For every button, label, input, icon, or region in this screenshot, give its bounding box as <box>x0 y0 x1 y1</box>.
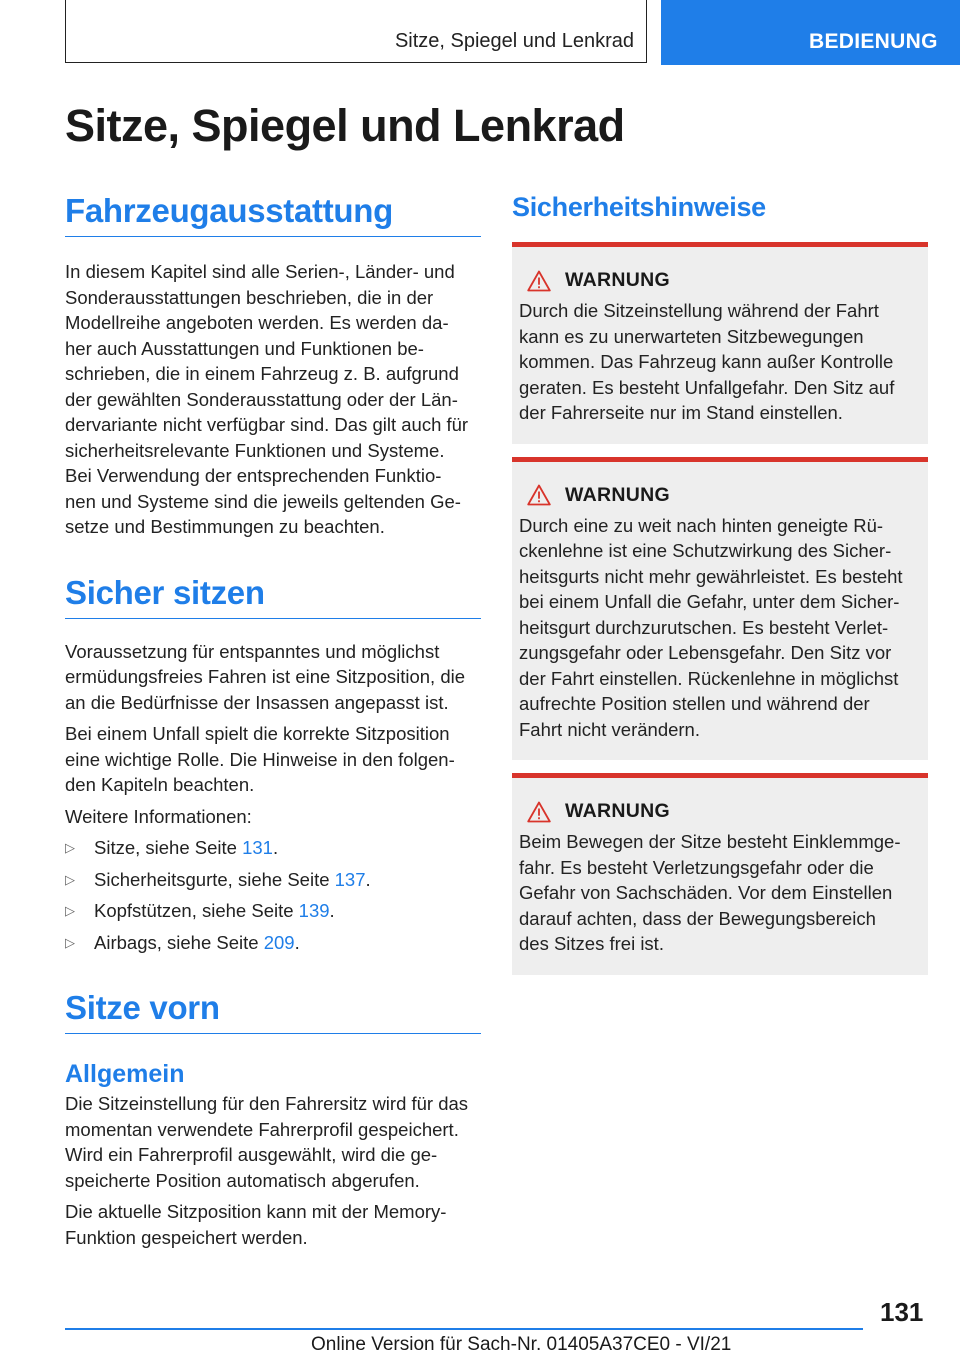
warning-triangle-icon <box>527 270 551 292</box>
right-column <box>512 192 928 975</box>
para-sitze-vorn-2: Die aktuelle Sitzposition kann mit der Memory- Funktion gespeichert werden. <box>65 1201 447 1248</box>
warning-triangle-icon <box>527 801 551 823</box>
page-title: Sitze, Spiegel und Lenkrad <box>65 100 625 151</box>
warning-triangle-icon <box>527 484 551 506</box>
footer-version-text: Online Version für Sach-Nr. 01405A37CE0 - VI/21 <box>311 1334 732 1355</box>
heading-sitze-vorn: Sitze vorn <box>65 989 481 1034</box>
list-item: ▷ Airbags, siehe Seite 209. <box>65 930 481 956</box>
footer-divider <box>65 1328 863 1330</box>
warning-label: WARNUNG <box>565 483 671 506</box>
triangle-bullet-icon: ▷ <box>65 871 75 887</box>
warning-label: WARNUNG <box>565 800 671 822</box>
page-link-139[interactable]: 139 <box>298 900 330 921</box>
heading-sicherheitshinweise: Sicherheitshinweise <box>512 192 766 222</box>
reference-list <box>65 835 481 955</box>
triangle-bullet-icon: ▷ <box>65 934 75 950</box>
warning-label: WARNUNG <box>565 269 671 291</box>
page-link-209[interactable]: 209 <box>263 931 295 953</box>
list-item: ▷ Sicherheitsgurte, siehe Seite 137. <box>65 867 481 893</box>
heading-sicher-sitzen: Sicher sitzen <box>65 574 481 619</box>
heading-fahrzeugausstattung: Fahrzeugausstattung <box>65 192 481 237</box>
warning-text-2: Durch eine zu weit nach hinten geneigte Rü- ckenlehne ist eine Schutzwirkung des Sicher- heitsgurts nicht mehr gewährleistet. Es besteht bei einem Unfall die Gefahr, unter dem Sicher- heitsgurt durchzurutschen. Es besteht Verlet- zungsgefahr oder Lebensgefahr. Den Sitz vor der Fahrt einstellen. Rückenlehne in möglichst aufrechte Position stellen und während der Fahrt nicht verändern. <box>519 514 903 740</box>
triangle-bullet-icon: ▷ <box>65 903 75 918</box>
triangle-bullet-icon: ▷ <box>65 840 75 855</box>
page-link-131[interactable]: 131 <box>242 837 273 858</box>
para-sicher-sitzen-2: Bei einem Unfall spielt die korrekte Sitzposition eine wichtige Rolle. Die Hinweise in den folgen- den Kapiteln beachten. <box>65 723 455 795</box>
header-tab-bedienung[interactable]: BEDIENUNG <box>661 0 960 65</box>
warning-text-3: Beim Bewegen der Sitze besteht Einklemmge- fahr. Es besteht Verletzungsgefahr oder die Gefahr von Sachschäden. Vor dem Einstellen darauf achten, dass der Bewegungsbereich des Sitzes frei ist. <box>519 831 901 954</box>
header-frame <box>65 0 647 63</box>
more-info-label: Weitere Informationen: <box>65 805 252 827</box>
page-link-137[interactable]: 137 <box>334 868 366 890</box>
para-sitze-vorn-1: Die Sitzeinstellung für den Fahrersitz wird für das momentan verwendete Fahrerprofil gespeichert. Wird ein Fahrerprofil ausgewählt, wird die ge- speicherte Position automatisch abgerufen. <box>65 1093 469 1191</box>
header-section-title: Sitze, Spiegel und Lenkrad <box>394 30 634 52</box>
page-number: 131 <box>880 1297 924 1327</box>
list-item: ▷ Sitze, siehe Seite 131. <box>65 835 481 861</box>
list-item: ▷ Kopfstützen, siehe Seite 139. <box>65 898 481 924</box>
warning-box-2 <box>512 457 928 761</box>
left-column <box>65 192 481 1256</box>
warning-text-1: Durch die Sitzeinstellung während der Fahrt kann es zu unerwarteten Sitzbewegungen kommen. Das Fahrzeug kann außer Kontrolle geraten. Es besteht Unfallgefahr. Den Sitz auf der Fahrerseite nur im Stand einstellen. <box>519 300 895 423</box>
warning-box-3 <box>512 773 928 975</box>
para-fahrzeugausstattung: In diesem Kapitel sind alle Serien-, Länder- und Sonderausstattungen beschrieben, die in der Modellreihe angeboten werden. Es werden da- her auch Ausstattungen und Funktionen be- schrieben, die in einem Fahrzeug z. B. aufgrund der gewählten Sonderausstattung oder der Län- dervariante nicht verfügbar sind. Das gilt auch für sicherheitsrelevante Funktionen und Systeme. Bei Verwendung der entsprechenden Funktio- nen und Systeme sind die jeweils geltenden Ge- setze und Bestimmungen zu beachten. <box>65 261 469 537</box>
warning-box-1 <box>512 242 928 444</box>
para-sicher-sitzen-1: Voraussetzung für entspanntes und möglichst ermüdungsfreies Fahren ist eine Sitzposition, die an die Bedürfnisse der Insassen angepasst ist. <box>65 640 466 713</box>
subheading-allgemein: Allgemein <box>65 1060 185 1088</box>
